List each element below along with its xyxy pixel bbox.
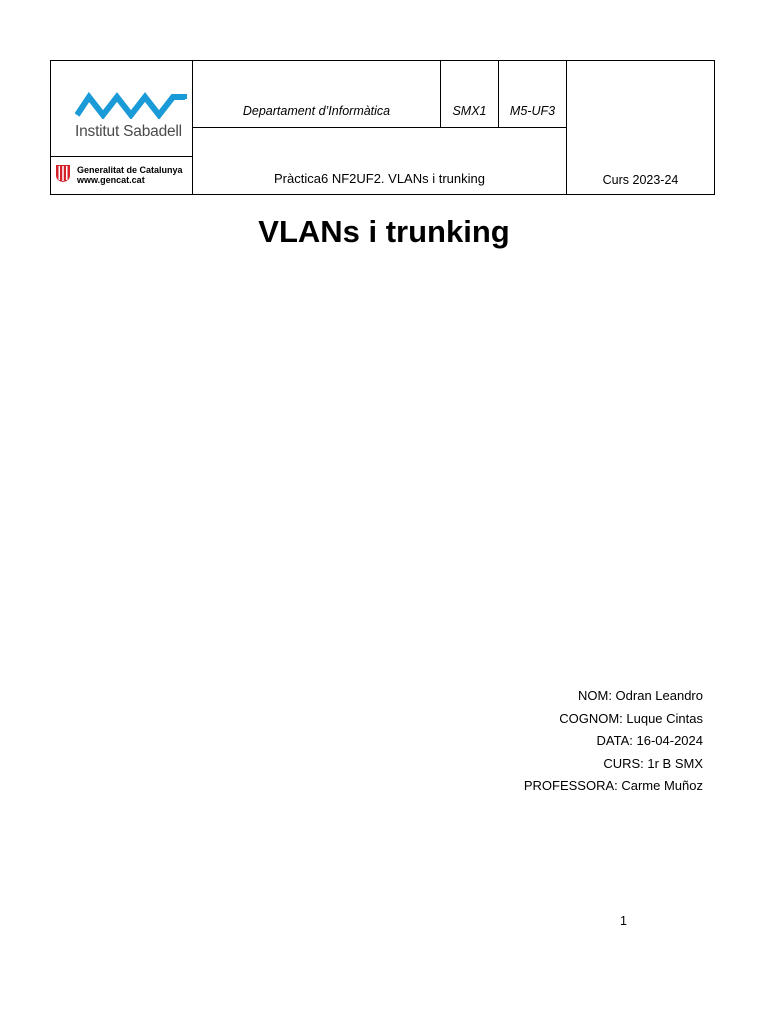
course-year-cell: [567, 61, 714, 194]
header-table: [50, 60, 715, 195]
institution-name: Institut Sabadell: [75, 123, 182, 140]
generalitat-url: www.gencat.cat: [77, 175, 145, 185]
course-year: Curs 2023-24: [602, 173, 679, 187]
teacher-name: PROFESSORA: Carme Muñoz: [523, 778, 703, 793]
student-info: [524, 685, 703, 798]
generalitat-emblem-icon: [54, 163, 72, 183]
module-label: M5-UF3: [509, 104, 556, 118]
generalitat-text: [77, 165, 183, 185]
student-surname: COGNOM: Luque Cintas: [559, 710, 703, 726]
page-number: 1: [620, 914, 627, 928]
student-course: CURS: 1r B SMX: [603, 755, 703, 771]
group-label: SMX1: [452, 104, 487, 118]
logo-divider: [51, 156, 193, 157]
logo-cell: [51, 61, 193, 194]
practice-title: Pràctica6 NF2UF2. VLANs i trunking: [274, 170, 485, 186]
institut-sabadell-logo-icon: [75, 91, 187, 119]
document-title: VLANs i trunking: [258, 214, 510, 249]
generalitat-name: Generalitat de Catalunya: [77, 165, 183, 175]
practice-title-cell: [193, 128, 566, 194]
department-label: Departament d’Informàtica: [242, 104, 391, 118]
student-name: NOM: Odran Leandro: [577, 688, 703, 703]
submission-date: DATA: 16-04-2024: [596, 733, 703, 748]
